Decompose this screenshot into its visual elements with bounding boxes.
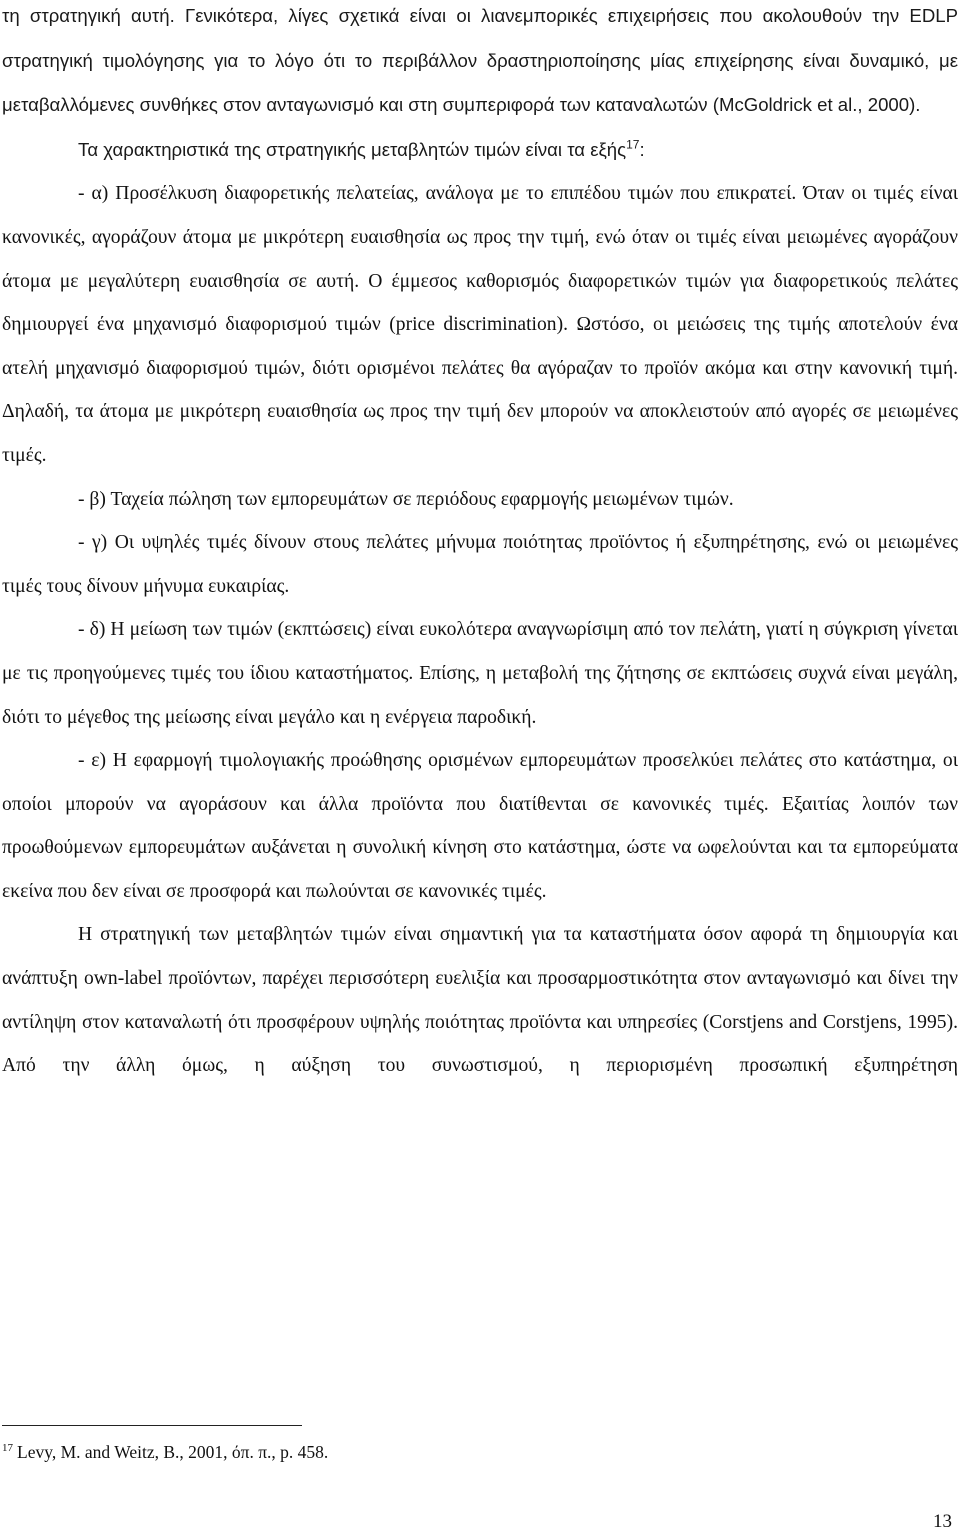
- paragraph-sans-lead: τη στρατηγική αυτή.: [2, 5, 175, 26]
- list-item-e: - ε) Η εφαρμογή τιμολογιακής προώθησης ορισμένων εμπορευμάτων προσελκύει πελάτες στο κατάστημα, οι οποίοι μπορούν να αγοράσουν και άλλα προϊόντα που διατίθενται σε κανονικές τιμές. Εξαιτίας λοιπόν των προωθούμενων εμπορευμάτων αυξάνεται η συνολική κίνηση στο κατάστημα, ώστε να ωφελούνται και τα εμπορεύματα εκείνα που δεν είναι σε προσφορά και πωλούνται σε κανονικές τιμές.: [2, 750, 958, 902]
- body-text: [2, 0, 958, 1088]
- characteristics-intro-text: Τα χαρακτηριστικά της στρατηγικής μεταβλητών τιμών είναι τα εξής: [78, 138, 627, 160]
- list-item-b: - β) Ταχεία πώληση των εμπορευμάτων σε περιόδους εφαρμογής μειωμένων τιμών.: [78, 488, 734, 510]
- footnote-divider: [2, 1425, 302, 1426]
- paragraph-sans-body: Γενικότερα, λίγες σχετικά είναι οι λιανεμπορικές επιχειρήσεις που ακολουθούν την EDLP στρατηγική τιμολόγησης για το λόγο ότι το περιβάλλον δραστηριοποίησης μίας επιχείρησης είναι δυναμικό, με μεταβαλλόμενες συνθήκες στον ανταγωνισμό και στη συμπεριφορά των καταναλωτών (McGoldrick et al., 2000).: [2, 5, 959, 116]
- footnote: [2, 1440, 328, 1464]
- list-item-c: - γ) Οι υψηλές τιμές δίνουν στους πελάτες μήνυμα ποιότητας προϊόντος ή εξυπηρέτησης, ενώ οι μειωμένες τιμές τους δίνουν μήνυμα ευκαιρίας.: [2, 532, 958, 597]
- footnote-mark: 17: [2, 1442, 13, 1455]
- paragraph-edlp-context: [2, 0, 958, 128]
- paragraph-characteristics-intro: [2, 128, 958, 173]
- characteristics-intro-colon: :: [639, 138, 645, 160]
- footnote-text: Levy, M. and Weitz, B., 2001, όπ. π., p. 458.: [17, 1442, 329, 1462]
- page-number: 13: [933, 1511, 952, 1532]
- list-item-d: - δ) Η μείωση των τιμών (εκπτώσεις) είναι ευκολότερα αναγνωρίσιμη από τον πελάτη, γιατί η σύγκριση γίνεται με τις προηγούμενες τιμές του ίδιου καταστήματος. Επίσης, η μεταβολή της ζήτησης σε εκπτώσεις συχνά είναι μεγάλη, διότι το μέγεθος της μείωσης είναι μεγάλο και η ενέργεια παροδική.: [2, 619, 958, 728]
- paragraph-variable-pricing: Η στρατηγική των μεταβλητών τιμών είναι σημαντική για τα καταστήματα όσον αφορά τη δημιουργία και ανάπτυξη own-label προϊόντων, παρέχει περισσότερη ευελιξία και προσαρμοστικότητα στον ανταγωνισμό και δίνει την αντίληψη στον καταναλωτή ότι προσφέρουν υψηλής ποιότητας προϊόντα και υπηρεσίες (Corstjens and Corstjens, 1995). Από την άλλη όμως, η αύξηση του συνωστισμού, η περιορισμένη προσωπική εξυπηρέτηση: [2, 924, 958, 1077]
- footnote-reference: 17: [626, 137, 640, 152]
- list-item-a: - α) Προσέλκυση διαφορετικής πελατείας, ανάλογα με το επιπέδου τιμών που επικρατεί. Όταν οι τιμές είναι κανονικές, αγοράζουν άτομα με μικρότερη ευαισθησία ως προς την τιμή, ενώ όταν οι τιμές είναι μειωμένες αγοράζουν άτομα με μεγαλύτερη ευαισθησία σε αυτή. Ο έμμεσος καθορισμός διαφορετικών τιμών για διαφορετικούς πελάτες δημιουργεί ένα μηχανισμό διαφορισμού τιμών (price discrimination). Ωστόσο, οι μειώσεις της τιμής αποτελούν ένα ατελή μηχανισμό διαφορισμού τιμών, διότι ορισμένοι πελάτες θα αγόραζαν το προϊόν ακόμα και στην κανονική τιμή. Δηλαδή, τα άτομα με μικρότερη ευαισθησία ως προς την τιμή δεν μπορούν να αποκλειστούν από αγορές σε μειωμένες τιμές.: [2, 183, 958, 466]
